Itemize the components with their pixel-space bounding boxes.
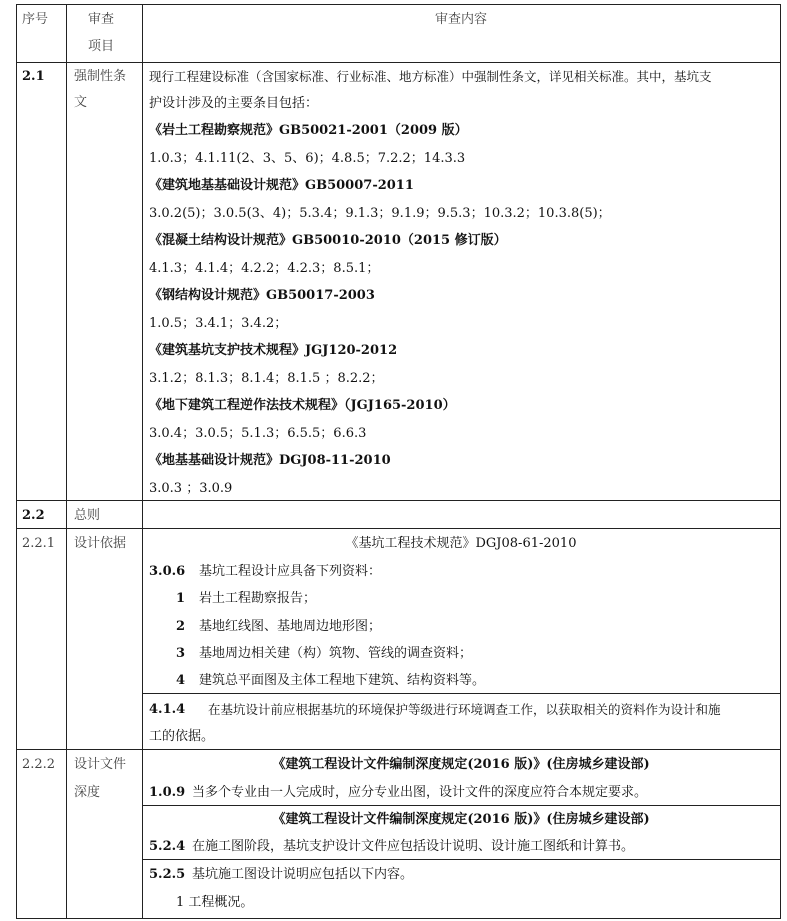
header-item-line2: 项目 (88, 39, 115, 54)
sub-divider-2-2-2-b (142, 859, 780, 860)
list-item-number: 2 (176, 619, 186, 634)
table-border-right (780, 4, 781, 919)
row-2-2-2-item-line2: 深度 (74, 785, 101, 800)
row-2-2-1-standard-title: 《基坑工程技术规范》DGJ08-61-2010 (345, 536, 577, 551)
row-2-2-1-seq: 2.2.1 (22, 536, 56, 551)
row-2-1-intro-line2: 护设计涉及的主要条目包括： (149, 96, 319, 111)
standard-title: 《混凝土结构设计规范》GB50010-2010（2015 修订版） (149, 233, 507, 248)
clause-number: 3.0.6 (149, 564, 186, 579)
standard-clauses: 3.1.2；8.1.3；8.1.4；8.1.5 ；8.2.2； (149, 371, 384, 386)
standard-title: 《地下建筑工程逆作法技术规程》（JGJ165-2010） (149, 398, 456, 413)
standard-title: 《钢结构设计规范》GB50017-2003 (149, 288, 375, 303)
list-item-text: 基地周边相关建（构）筑物、管线的调查资料； (199, 646, 473, 661)
sub-divider-2-2-2-a (142, 805, 780, 806)
row-2-2-seq: 2.2 (22, 508, 45, 523)
standard-clauses: 3.0.2(5)；3.0.5(3、4)；5.3.4；9.1.3；9.1.9；9.5.3；10.3.2；10.3.8(5)； (149, 206, 611, 221)
row-divider-2-1 (16, 500, 780, 501)
header-seq: 序号 (22, 12, 49, 27)
clause-number: 4.1.4 (149, 702, 186, 717)
standard-title: 《建筑基坑支护技术规程》JGJ120-2012 (149, 343, 398, 358)
header-item-line1: 审查 (88, 12, 115, 27)
row-divider-2-2 (16, 528, 780, 529)
row-2-2-2-item-line1: 设计文件 (74, 757, 127, 772)
list-item-number: 4 (176, 673, 186, 688)
standard-clauses: 3.0.4；3.0.5；5.1.3；6.5.5；6.6.3 (149, 426, 367, 441)
clause-text: 当多个专业由一人完成时，应分专业出图，设计文件的深度应符合本规定要求。 (192, 785, 648, 800)
clause-number: 5.2.5 (149, 867, 186, 882)
table-border-bottom (16, 918, 780, 919)
standard-clauses: 4.1.3；4.1.4；4.2.2；4.2.3；8.5.1； (149, 261, 380, 276)
standard-title: 《岩土工程勘察规范》GB50021-2001（2009 版） (149, 123, 468, 138)
row-2-2-2-standard-title-2: 《建筑工程设计文件编制深度规定(2016 版)》(住房城乡建设部) (272, 812, 650, 827)
row-2-2-2-seq: 2.2.2 (22, 757, 56, 772)
row-2-1-seq: 2.1 (22, 69, 45, 84)
table-border-top (16, 4, 780, 5)
list-item-text: 1 工程概况。 (176, 895, 254, 910)
row-2-1-item-line2: 文 (74, 95, 88, 110)
clause-text: 基坑工程设计应具备下列资料： (199, 564, 382, 579)
standard-clauses: 3.0.3 ；3.0.9 (149, 481, 233, 496)
list-item-number: 3 (176, 646, 186, 661)
col-divider-1 (66, 4, 67, 919)
clause-text: 在基坑设计前应根据基坑的环境保护等级进行环境调查工作，以获取相关的资料作为设计和施 (208, 702, 721, 717)
clause-number: 1.0.9 (149, 785, 186, 800)
list-item-number: 1 (176, 591, 186, 606)
row-divider-2-2-1 (16, 749, 780, 750)
clause-number: 5.2.4 (149, 839, 186, 854)
list-item-text: 岩土工程勘察报告； (199, 591, 317, 606)
row-2-1-item-line1: 强制性条 (74, 69, 127, 84)
row-2-1-intro-line1: 现行工程建设标准（含国家标准、行业标准、地方标准）中强制性条文，详见相关标准。其中，基坑支 (149, 69, 712, 84)
table-border-left (16, 4, 17, 919)
row-2-2-1-item: 设计依据 (74, 536, 127, 551)
clause-text-continued: 工的依据。 (149, 729, 215, 744)
sub-divider-2-2-1 (142, 693, 780, 694)
header-content: 审查内容 (434, 12, 487, 27)
row-2-2-item: 总则 (74, 508, 101, 523)
header-divider (16, 62, 780, 63)
standard-title: 《地基基础设计规范》DGJ08-11-2010 (149, 453, 391, 468)
standard-title: 《建筑地基基础设计规范》GB50007-2011 (149, 178, 414, 193)
standard-clauses: 1.0.5；3.4.1；3.4.2； (149, 316, 288, 331)
col-divider-2 (142, 4, 143, 919)
clause-text: 在施工图阶段，基坑支护设计文件应包括设计说明、设计施工图纸和计算书。 (192, 839, 635, 854)
list-item-text: 建筑总平面图及主体工程地下建筑、结构资料等。 (199, 673, 486, 688)
clause-text: 基坑施工图设计说明应包括以下内容。 (192, 867, 414, 882)
standard-clauses: 1.0.3；4.1.11(2、3、5、6)；4.8.5；7.2.2；14.3.3 (149, 151, 466, 166)
list-item-text: 基地红线图、基地周边地形图； (199, 619, 382, 634)
row-2-2-2-standard-title-1: 《建筑工程设计文件编制深度规定(2016 版)》(住房城乡建设部) (272, 757, 650, 772)
